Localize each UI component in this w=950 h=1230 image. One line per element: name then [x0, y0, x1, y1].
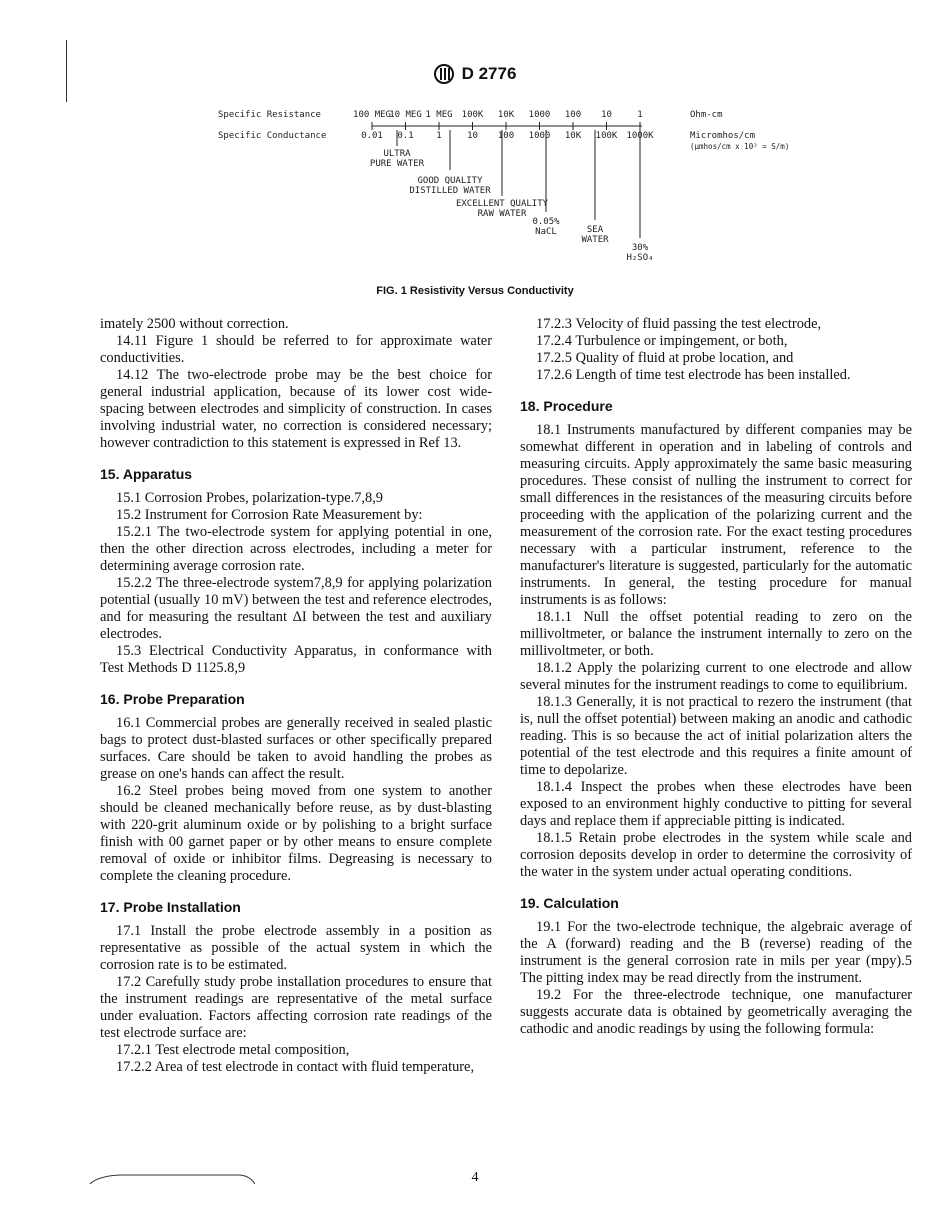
marker-h2so4: [626, 130, 653, 263]
conductance-tick-label: 1000: [528, 131, 551, 141]
marker-label-1: ULTRA: [383, 149, 411, 159]
conductance-tick-label: 0.01: [361, 131, 383, 141]
conductance-label: Specific Conductance: [218, 131, 327, 141]
conductance-values: [361, 131, 654, 141]
paragraph-17-1: 17.1 Install the probe electrode assembly in a position as representative as possible of the actual system in which the corrosion rate is to be estimated.: [100, 923, 492, 973]
conductance-tick-label: 1000K: [626, 131, 654, 141]
marker-sea-water: [581, 130, 609, 245]
paragraph-19-1: 19.1 For the two-electrode technique, the algebraic average of the A (forward) reading and the B (reverse) reading of the instrument is the general corrosion rate in mils per year (mpy).5 The pitting index may be read directly from the instrument.: [520, 919, 912, 986]
paragraph-15-2-1: 15.2.1 The two-electrode system for applying potential in one, then the other direction across electrodes, including a meter for determining average corrosion rate.: [100, 524, 492, 574]
conductance-tick-label: 10K: [564, 131, 582, 141]
paragraph-17-2-3: 17.2.3 Velocity of fluid passing the test electrode,: [536, 316, 822, 332]
paragraph-17-2-5: 17.2.5 Quality of fluid at probe location, and: [536, 350, 794, 366]
paragraph-17-2-6: 17.2.6 Length of time test electrode has been installed.: [536, 367, 851, 383]
marker-label-1: GOOD QUALITY: [417, 176, 483, 186]
paragraph-17-2-1: 17.2.1 Test electrode metal composition,: [116, 1042, 350, 1058]
paragraph-17-2-4: 17.2.4 Turbulence or impingement, or both,: [536, 333, 788, 349]
paragraph-17-2-2: 17.2.2 Area of test electrode in contact with fluid temperature,: [116, 1059, 475, 1075]
conductance-unit-note: (µmhos/cm x 10² = S/m): [690, 142, 790, 151]
paragraph-15-2-2: 15.2.2 The three-electrode system7,8,9 for applying polarization potential (usually 10 mV) between the test and reference electrodes, and for measuring the resultant ΔI between the test and auxiliary electrodes.: [100, 575, 492, 642]
marker-label-2: WATER: [581, 235, 609, 245]
paragraph-16-2: 16.2 Steel probes being moved from one system to another should be cleaned mechanically before reuse, as by dust-blasting with 220-grit aluminum oxide or by polishing to a bright surface finish with 00 garnet paper or by other means to ensure complete removal of oxide or inhibitor films. Degreasing is necessary to complete the cleaning procedure.: [100, 783, 492, 884]
marker-label-2: H₂SO₄: [626, 253, 654, 263]
resistance-values: [353, 110, 643, 120]
paragraph-18-1: 18.1 Instruments manufactured by different companies may be somewhat different in operation and in labeling of controls and measuring circuits. Apply approximately the same basic measuring procedures. These consist of nulling the instrument to correct for small differences in the resistances of the measuring circuits before proceeding with the application of the polarizing current and the measurement of the corrosion rate. For the exact testing procedures necessary with a particular instrument, reference to the manufacturer's literature is suggested, particularly for the automatic instruments. In general, the testing procedure for manual instruments is as follows:: [520, 422, 912, 608]
resistance-tick-label: 10 MEG: [389, 110, 422, 120]
page-number: 4: [471, 1170, 479, 1185]
marker-label-1: EXCELLENT QUALITY: [455, 199, 549, 209]
paragraph-18-1-3: 18.1.3 Generally, it is not practical to rezero the instrument (that is, null the offset potential) between making an anodic and cathodic reading. This is so because the act of initial polarization alters the potential of the test electrode and this requires a finite amount of time to depolarize.: [520, 694, 912, 778]
marker-raw-water: [456, 130, 549, 219]
paragraph-18-1-1: 18.1.1 Null the offset potential reading to zero on the millivoltmeter, or balance the instrument internally to zero on the millivoltmeter, or both.: [520, 609, 912, 659]
resistance-tick-label: 1 MEG: [425, 110, 453, 120]
standard-designation: [434, 64, 517, 84]
conductance-tick-label: 10: [467, 131, 478, 141]
paragraph-15-1: 15.1 Corrosion Probes, polarization-type.7,8,9: [116, 490, 383, 506]
paragraph-18-1-4: 18.1.4 Inspect the probes when these electrodes have been exposed to an environment highly conductive to pitting for several days and replace them if appreciable pitting is indicated.: [520, 779, 912, 829]
paragraph-19-2: 19.2 For the three-electrode technique, one manufacturer suggests accurate data is obtained by geometrically averaging the cathodic and anodic readings by using the following formula:: [520, 987, 912, 1037]
conductance-tick-label: 1: [436, 131, 442, 141]
paragraph-16-1: 16.1 Commercial probes are generally received in sealed plastic bags to protect dust-blasted surfaces or other specifically prepared surfaces. Care should be taken to avoid handling the probes as grease on one's hands can affect the result.: [100, 715, 492, 782]
document-header: [0, 64, 950, 89]
left-column: [100, 316, 492, 1076]
paragraph-14-12: 14.12 The two-electrode probe may be the best choice for general industrial application, because of its lower cost wide-spacing between electrodes and simplicity of construction. In cases involving industrial water, no correction is considered necessary; however contradiction to this statement is expressed in Ref 13.: [100, 367, 492, 451]
paragraph-18-1-2: 18.1.2 Apply the polarizing current to one electrode and allow several minutes for the instrument readings to come to equilibrium.: [520, 660, 912, 693]
resistance-tick-label: 100 MEG: [353, 110, 391, 120]
resistance-tick-label: 1: [637, 110, 643, 120]
marker-label-2: DISTILLED WATER: [409, 186, 491, 196]
resistance-tick-label: 1000: [528, 110, 551, 120]
marker-nacl: [532, 130, 560, 237]
paragraph-15-2: 15.2 Instrument for Corrosion Rate Measurement by:: [116, 507, 423, 523]
section-heading-15: 15. Apparatus: [100, 466, 193, 482]
designation-text: D 2776: [461, 64, 517, 83]
astm-logo-icon: [434, 64, 454, 84]
conductance-tick-label: 100K: [595, 131, 618, 141]
paragraph-14-11: 14.11 Figure 1 should be referred to for approximate water conductivities.: [100, 333, 492, 366]
marker-label-1: SEA: [586, 225, 604, 235]
marker-label-1: 30%: [631, 243, 649, 253]
paragraph-continued: imately 2500 without correction.: [100, 316, 289, 332]
conductance-tick-label: 100: [497, 131, 515, 141]
figure-caption: FIG. 1 Resistivity Versus Conductivity: [376, 285, 574, 297]
resistance-tick-label: 10K: [497, 110, 515, 120]
resistance-tick-label: 100K: [461, 110, 484, 120]
marker-label-2: RAW WATER: [477, 209, 527, 219]
marker-label-1: 0.05%: [532, 217, 560, 227]
paragraph-15-3: 15.3 Electrical Conductivity Apparatus, in conformance with Test Methods D 1125.8,9: [100, 643, 492, 676]
marker-label-2: NaCL: [535, 227, 557, 237]
resistance-tick-label: 100: [564, 110, 582, 120]
resistivity-scale-diagram: [210, 100, 830, 270]
marker-label-2: PURE WATER: [369, 159, 425, 169]
section-heading-16: 16. Probe Preparation: [100, 691, 245, 707]
paragraph-17-2: 17.2 Carefully study probe installation procedures to ensure that the instrument readings are representative of the metal surface under evaluation. Factors affecting corrosion rate readings of the test electrode surface are:: [100, 974, 492, 1041]
paragraph-18-1-5: 18.1.5 Retain probe electrodes in the system while scale and corrosion deposits develop in order to determine the corrosivity of the water in the system under actual operating conditions.: [520, 830, 912, 880]
section-heading-19: 19. Calculation: [520, 895, 619, 911]
section-heading-18: 18. Procedure: [520, 398, 613, 414]
resistance-label: Specific Resistance: [218, 110, 321, 120]
conductance-unit: Micromhos/cm: [690, 131, 756, 141]
resistance-unit: Ohm-cm: [690, 110, 723, 120]
conductance-tick-label: 0.1: [397, 131, 414, 141]
section-heading-17: 17. Probe Installation: [100, 899, 241, 915]
resistance-tick-label: 10: [601, 110, 612, 120]
right-column: [520, 316, 912, 1038]
figure-1: [210, 100, 830, 270]
